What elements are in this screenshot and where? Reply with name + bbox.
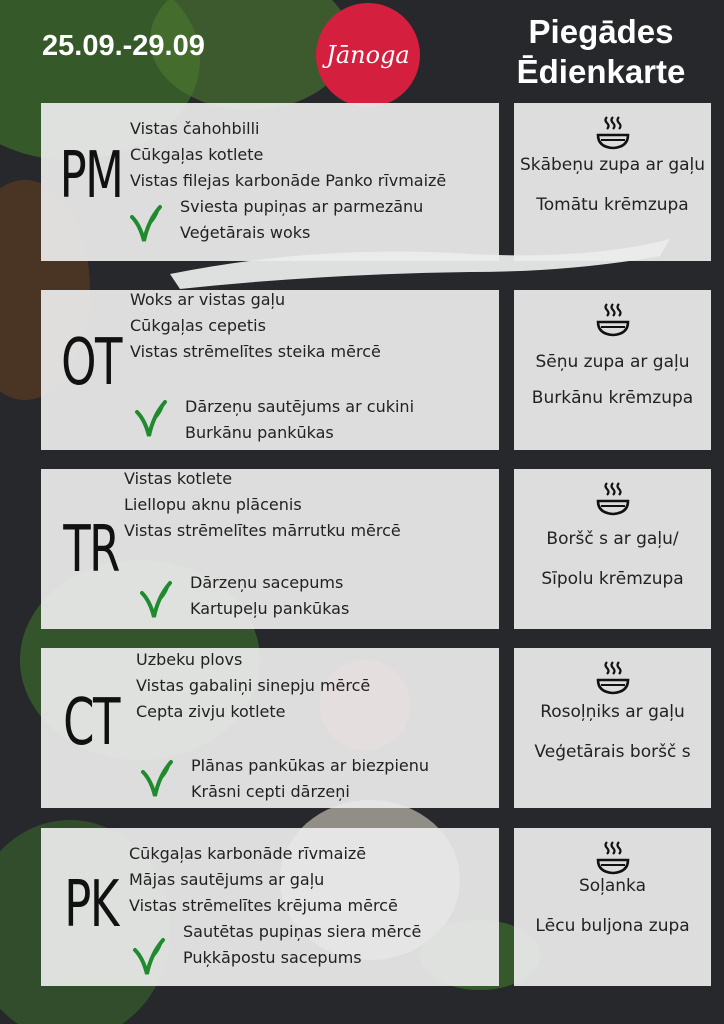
main-dish: Cūkgaļas karbonāde rīvmaizē bbox=[129, 844, 367, 863]
vegetarian-leaf-icon bbox=[139, 758, 173, 798]
soup-card bbox=[514, 290, 711, 450]
soup-item: Boršč s ar gaļu/ bbox=[546, 529, 679, 549]
vegetarian-dish: Sviesta pupiņas ar parmezānu bbox=[180, 197, 424, 216]
soup-item: Sīpolu krēmzupa bbox=[541, 569, 684, 589]
main-dish: Mājas sautējums ar gaļu bbox=[129, 870, 325, 889]
day-code: CT bbox=[63, 686, 119, 760]
day-code: TR bbox=[63, 513, 119, 587]
soup-bowl-icon bbox=[596, 302, 630, 338]
main-dish: Vistas strēmelītes krējuma mērcē bbox=[129, 896, 398, 915]
soup-card bbox=[514, 648, 711, 808]
main-dish: Vistas strēmelītes mārrutku mērcē bbox=[124, 521, 401, 540]
soup-item: Soļanka bbox=[578, 876, 647, 896]
soup-item: Tomātu krēmzupa bbox=[536, 195, 689, 215]
vegetarian-dish: Krāsni cepti dārzeņi bbox=[191, 782, 350, 801]
day-menu-card bbox=[41, 290, 499, 450]
soup-card bbox=[514, 103, 711, 261]
vegetarian-dish: Dārzeņu sacepums bbox=[190, 573, 344, 592]
vegetarian-dish: Puķkāpostu sacepums bbox=[183, 948, 362, 967]
vegetarian-dish: Dārzeņu sautējums ar cukini bbox=[185, 397, 415, 416]
title-line-1: Piegādes bbox=[528, 13, 674, 50]
soup-bowl-icon bbox=[596, 481, 630, 517]
day-menu-card bbox=[41, 648, 499, 808]
main-dish: Vistas strēmelītes steika mērcē bbox=[130, 342, 381, 361]
vegetarian-leaf-icon bbox=[131, 936, 165, 976]
logo-text: Jānoga bbox=[326, 41, 410, 69]
soup-item: Sēņu zupa ar gaļu bbox=[535, 352, 690, 372]
vegetarian-leaf-icon bbox=[128, 203, 162, 243]
soup-bowl-icon bbox=[596, 115, 630, 151]
soup-item: Skābeņu zupa ar gaļu bbox=[519, 155, 706, 175]
vegetarian-dish: Burkānu pankūkas bbox=[185, 423, 334, 442]
vegetarian-dish: Plānas pankūkas ar biezpienu bbox=[191, 756, 430, 775]
main-dish: Cūkgaļas cepetis bbox=[130, 316, 266, 335]
brand-logo bbox=[316, 3, 420, 107]
day-menu-card bbox=[41, 103, 499, 261]
day-code: PK bbox=[64, 868, 118, 942]
main-dish: Vistas kotlete bbox=[124, 469, 233, 488]
day-code: PM bbox=[59, 139, 123, 213]
vegetarian-dish: Kartupeļu pankūkas bbox=[190, 599, 350, 618]
soup-item: Rosoļņiks ar gaļu bbox=[540, 702, 685, 722]
main-dish: Liellopu aknu plācenis bbox=[124, 495, 302, 514]
main-dish: Uzbeku plovs bbox=[136, 650, 243, 669]
soup-card bbox=[514, 469, 711, 629]
soup-bowl-icon bbox=[596, 840, 630, 876]
main-dish: Woks ar vistas gaļu bbox=[130, 290, 286, 309]
day-menu-card bbox=[41, 828, 499, 986]
main-dish: Vistas filejas karbonāde Panko rīvmaizē bbox=[130, 171, 447, 190]
soup-item: Lēcu buljona zupa bbox=[535, 916, 690, 936]
vegetarian-leaf-icon bbox=[138, 579, 172, 619]
soup-bowl-icon bbox=[596, 660, 630, 696]
day-code: OT bbox=[61, 326, 121, 400]
page-title bbox=[496, 12, 706, 92]
main-dish: Vistas čahohbilli bbox=[130, 119, 260, 138]
date-range: 25.09.-29.09 bbox=[42, 30, 205, 62]
vegetarian-dish: Sautētas pupiņas siera mērcē bbox=[183, 922, 422, 941]
soup-item: Burkānu krēmzupa bbox=[531, 388, 694, 408]
main-dish: Vistas gabaliņi sinepju mērcē bbox=[136, 676, 371, 695]
vegetarian-dish: Veģetārais woks bbox=[180, 223, 311, 242]
title-line-2: Ēdienkarte bbox=[516, 53, 686, 90]
soup-card bbox=[514, 828, 711, 986]
vegetarian-leaf-icon bbox=[133, 398, 167, 438]
soup-item: Veģetārais boršč s bbox=[534, 742, 691, 762]
main-dish: Cepta zivju kotlete bbox=[136, 702, 286, 721]
main-dish: Cūkgaļas kotlete bbox=[130, 145, 264, 164]
day-menu-card bbox=[41, 469, 499, 629]
